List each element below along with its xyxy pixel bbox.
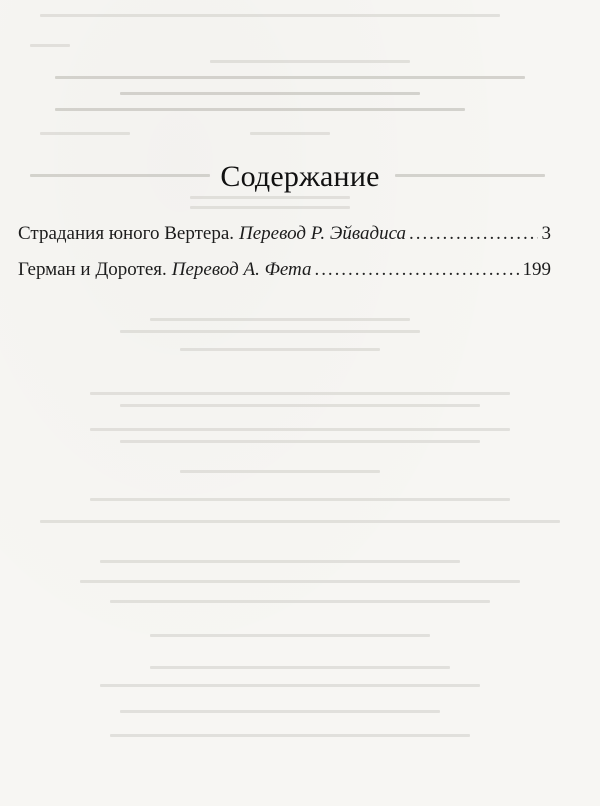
toc-entry-translator: Перевод А. Фета xyxy=(171,259,312,280)
toc-entry-page-number: 3 xyxy=(541,223,551,244)
dot-leader xyxy=(315,259,519,281)
table-of-contents xyxy=(18,223,551,295)
page-title: Содержание xyxy=(220,160,380,193)
toc-entry-translator: Перевод Р. Эйвадиса xyxy=(239,223,407,244)
toc-entry-page-number: 199 xyxy=(522,259,551,280)
toc-entry-hermann[interactable] xyxy=(18,259,551,281)
toc-entry-title: Страдания юного Вертера. xyxy=(18,223,235,244)
toc-entry-title: Герман и Доротея. xyxy=(18,259,167,280)
dot-leader xyxy=(409,223,537,245)
toc-entry-werther[interactable] xyxy=(18,223,551,245)
